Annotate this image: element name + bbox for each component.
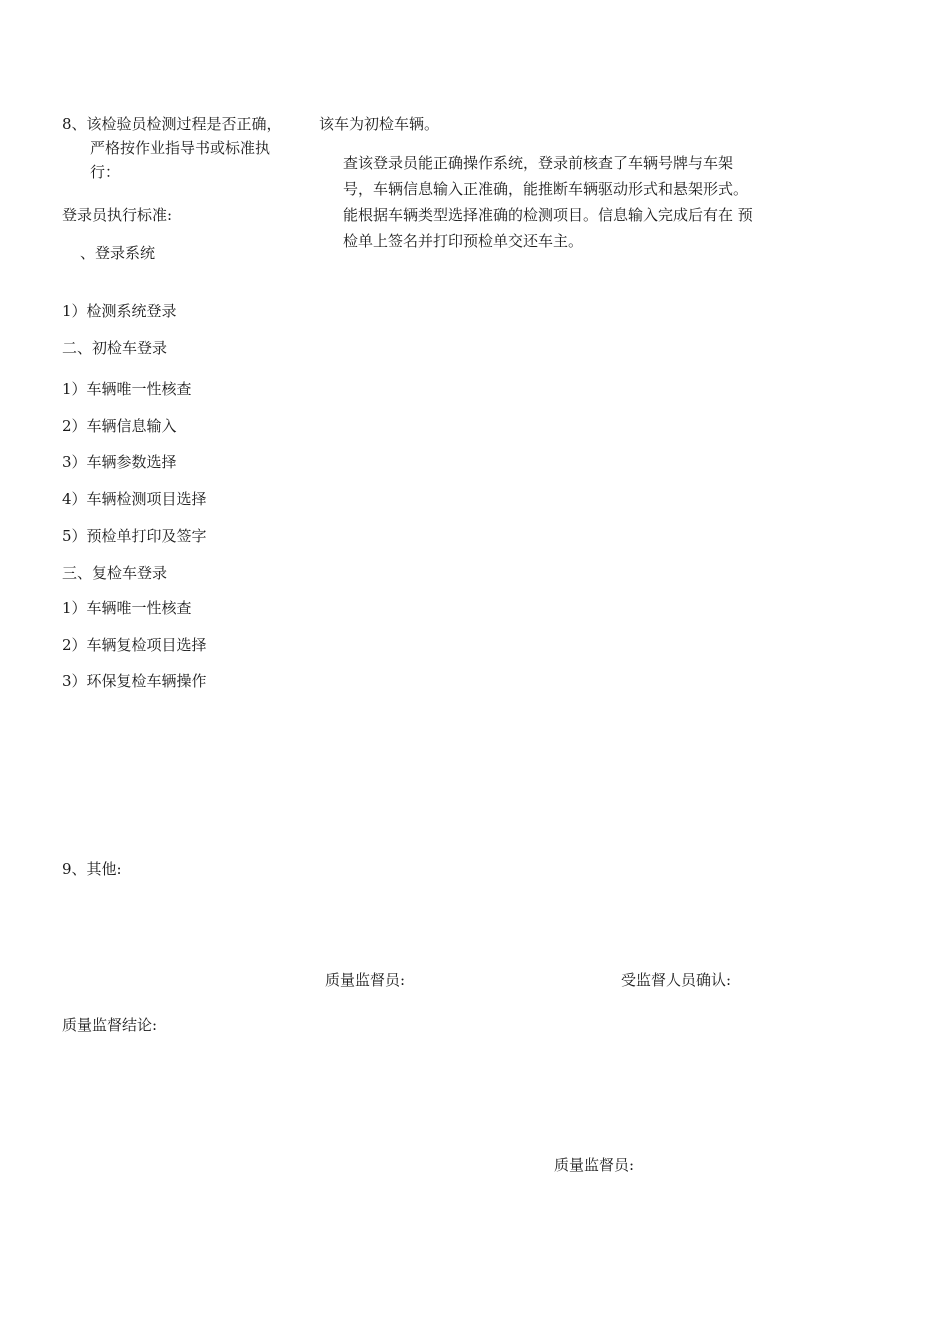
question-9: 9、其他: — [62, 860, 122, 878]
list-item: 5）预检单打印及签字 — [62, 527, 207, 545]
answer-line-4: 检单上签名并打印预检单交还车主。 — [343, 232, 584, 250]
question-8-line-2: 严格按作业指导书或标准执 — [90, 139, 271, 157]
question-8 — [62, 112, 312, 184]
question-8-line-3: 行： — [90, 163, 121, 181]
list-item: 2）车辆复检项目选择 — [62, 636, 207, 654]
inspector-signature-label: 质量监督员: — [325, 971, 406, 989]
answer-body — [343, 150, 813, 254]
list-item: 1）车辆唯一性核查 — [62, 380, 192, 398]
conclusion-label: 质量监督结论: — [62, 1016, 158, 1034]
question-8-line-1: 8、该检验员检测过程是否正确， — [62, 115, 282, 133]
answer-line-2: 号，车辆信息输入正准确，能推断车辆驱动形式和悬架形式。 — [343, 180, 749, 198]
list-item: 1）车辆唯一性核查 — [62, 599, 192, 617]
list-item: 4）车辆检测项目选择 — [62, 490, 207, 508]
section-login-system: 、登录系统 — [80, 244, 156, 262]
section-recheck-login: 三、复检车登录 — [62, 564, 168, 582]
answer-intro: 该车为初检车辆。 — [319, 115, 440, 133]
list-item: 3）环保复检车辆操作 — [62, 672, 207, 690]
list-item: 2）车辆信息输入 — [62, 417, 177, 435]
list-item: 1）检测系统登录 — [62, 302, 177, 320]
standard-heading: 登录员执行标准: — [62, 206, 173, 224]
section-initial-login: 二、初检车登录 — [62, 339, 168, 357]
list-item: 3）车辆参数选择 — [62, 453, 177, 471]
answer-line-1: 查该登录员能正确操作系统，登录前核查了车辆号牌与车架 — [343, 154, 734, 172]
inspector-signature-bottom-label: 质量监督员: — [554, 1156, 635, 1174]
answer-line-3: 能根据车辆类型选择准确的检测项目。信息输入完成后有在 预 — [343, 206, 753, 224]
supervised-confirm-label: 受监督人员确认: — [621, 971, 732, 989]
